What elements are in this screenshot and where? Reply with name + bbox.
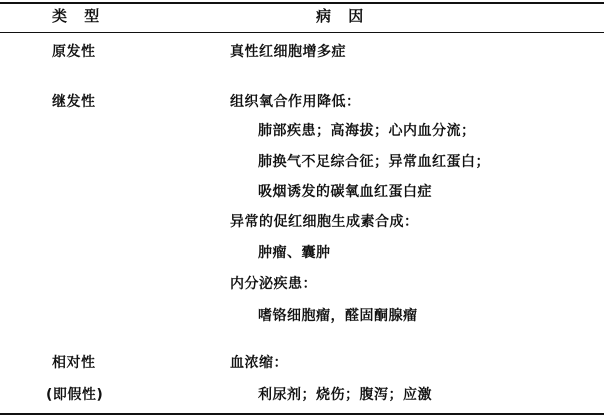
header-cause: 病 因	[316, 7, 370, 25]
cause-line: 吸烟诱发的碳氧血红蛋白症	[258, 184, 432, 200]
table-bottom-rule	[0, 413, 604, 415]
cause-line: 组织氧合作用降低：	[230, 94, 361, 110]
cause-line: 真性红细胞增多症	[230, 44, 346, 60]
table-header-rule	[0, 32, 604, 33]
cause-line: 肺部疾患；高海拔；心内血分流；	[258, 123, 476, 139]
row-type-primary: 原发性	[52, 44, 96, 60]
cause-line: 利尿剂；烧伤；腹泻；应激	[258, 387, 432, 403]
header-type: 类 型	[52, 7, 106, 25]
cause-line: 内分泌疾患：	[230, 276, 317, 292]
cause-line: 嗜铬细胞瘤，醛固酮腺瘤	[258, 308, 418, 324]
row-type-relative-note: (即假性)	[46, 387, 104, 403]
cause-line: 肺换气不足综合征；异常血红蛋白；	[258, 154, 490, 170]
row-type-secondary: 继发性	[52, 94, 96, 110]
cause-line: 血浓缩：	[230, 355, 288, 371]
cause-line: 肿瘤、囊肿	[258, 245, 331, 261]
row-type-relative: 相对性	[52, 355, 96, 371]
table-top-rule	[0, 2, 604, 4]
cause-line: 异常的促红细胞生成素合成：	[230, 214, 419, 230]
